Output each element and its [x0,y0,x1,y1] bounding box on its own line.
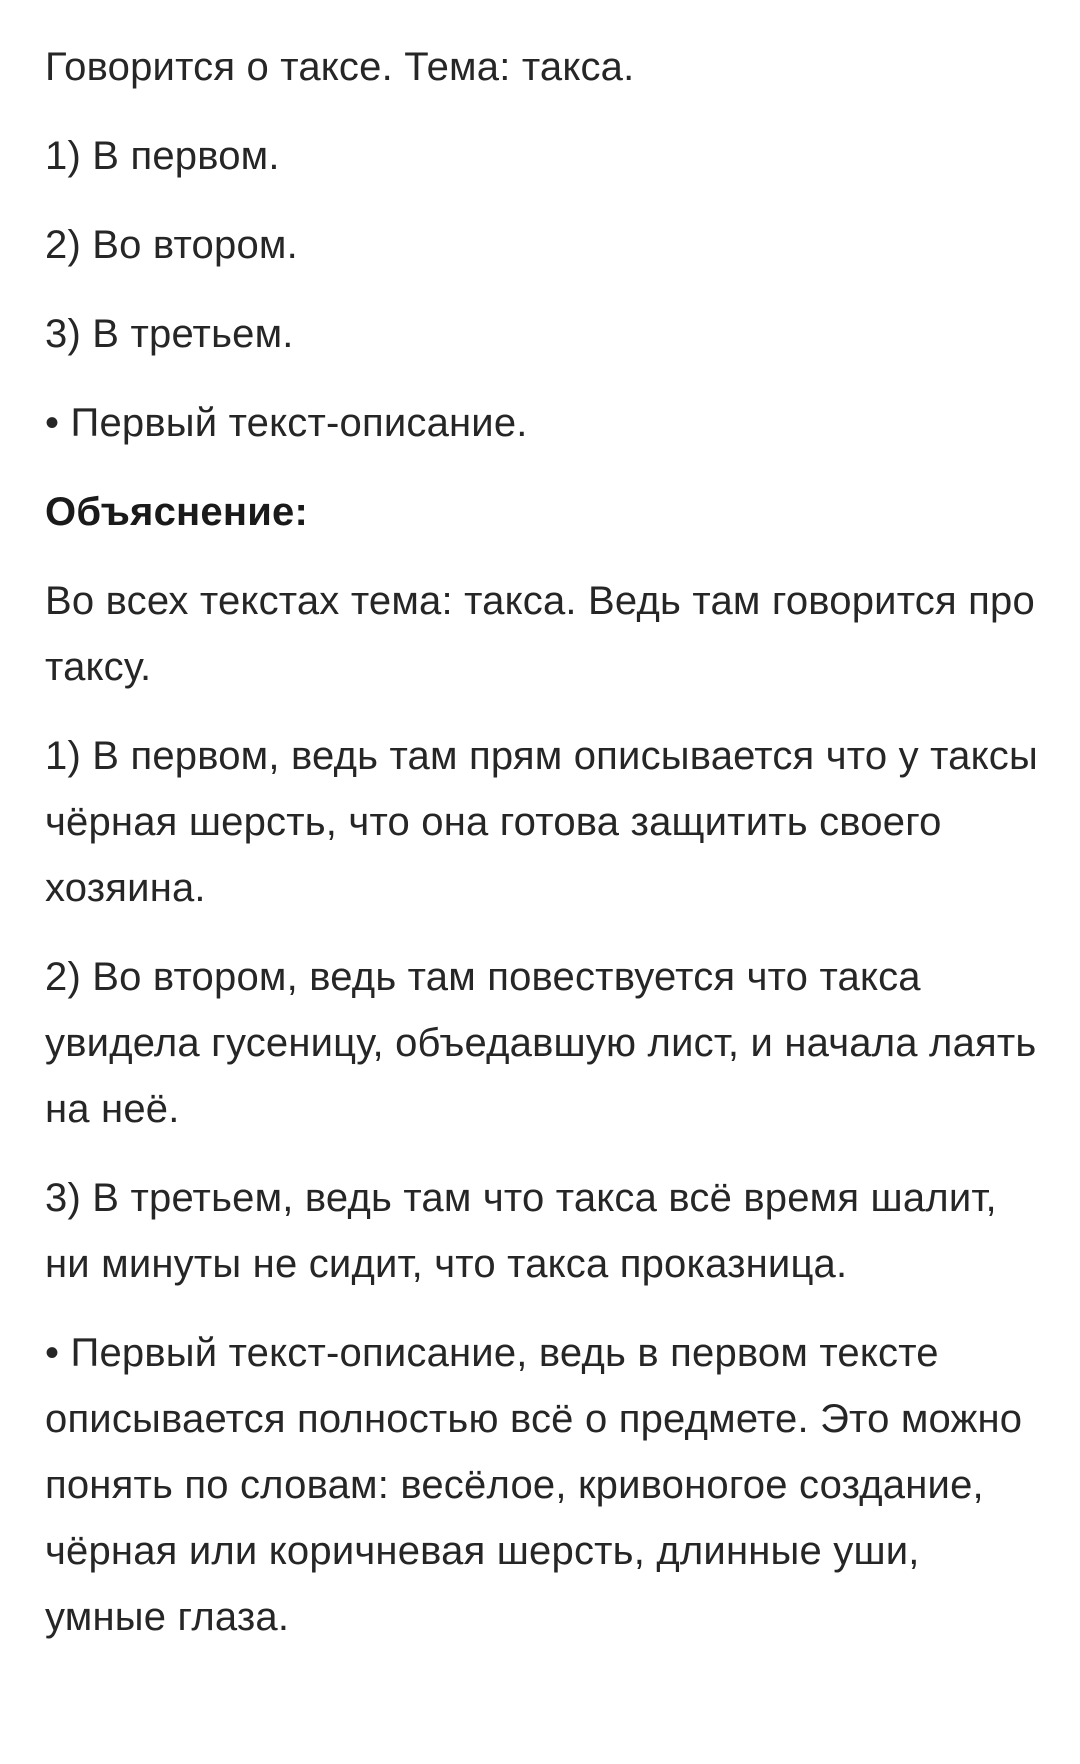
explanation-heading: Объяснение: [45,490,308,534]
explanation-paragraph-2: 1) В первом, ведь там прям описывается что у таксы чёрная шерсть, что она готова защитить своего хозяина. [45,734,1038,910]
answer-item-2: 2) Во втором. [45,223,298,267]
explanation-paragraph-3: 2) Во втором, ведь там повествуется что такса увидела гусеницу, объедавшую лист, и начала лаять на неё. [45,955,1037,1131]
answer-item-3: 3) В третьем. [45,312,294,356]
explanation-paragraph-4: 3) В третьем, ведь там что такса всё время шалит, ни минуты не сидит, что такса проказница. [45,1176,997,1286]
answer-item-1: 1) В первом. [45,134,280,178]
answer-bullet: • Первый текст-описание. [45,401,528,445]
explanation-paragraph-5: • Первый текст-описание, ведь в первом тексте описывается полностью всё о предмете. Это можно понять по словам: весёлое, кривоногое создание, чёрная или коричневая шерсть, длинные уши, умные глаза. [45,1331,1023,1639]
explanation-paragraph-1: Во всех текстах тема: такса. Ведь там говорится про таксу. [45,579,1035,689]
topic-line: Говорится о таксе. Тема: такса. [45,45,635,89]
